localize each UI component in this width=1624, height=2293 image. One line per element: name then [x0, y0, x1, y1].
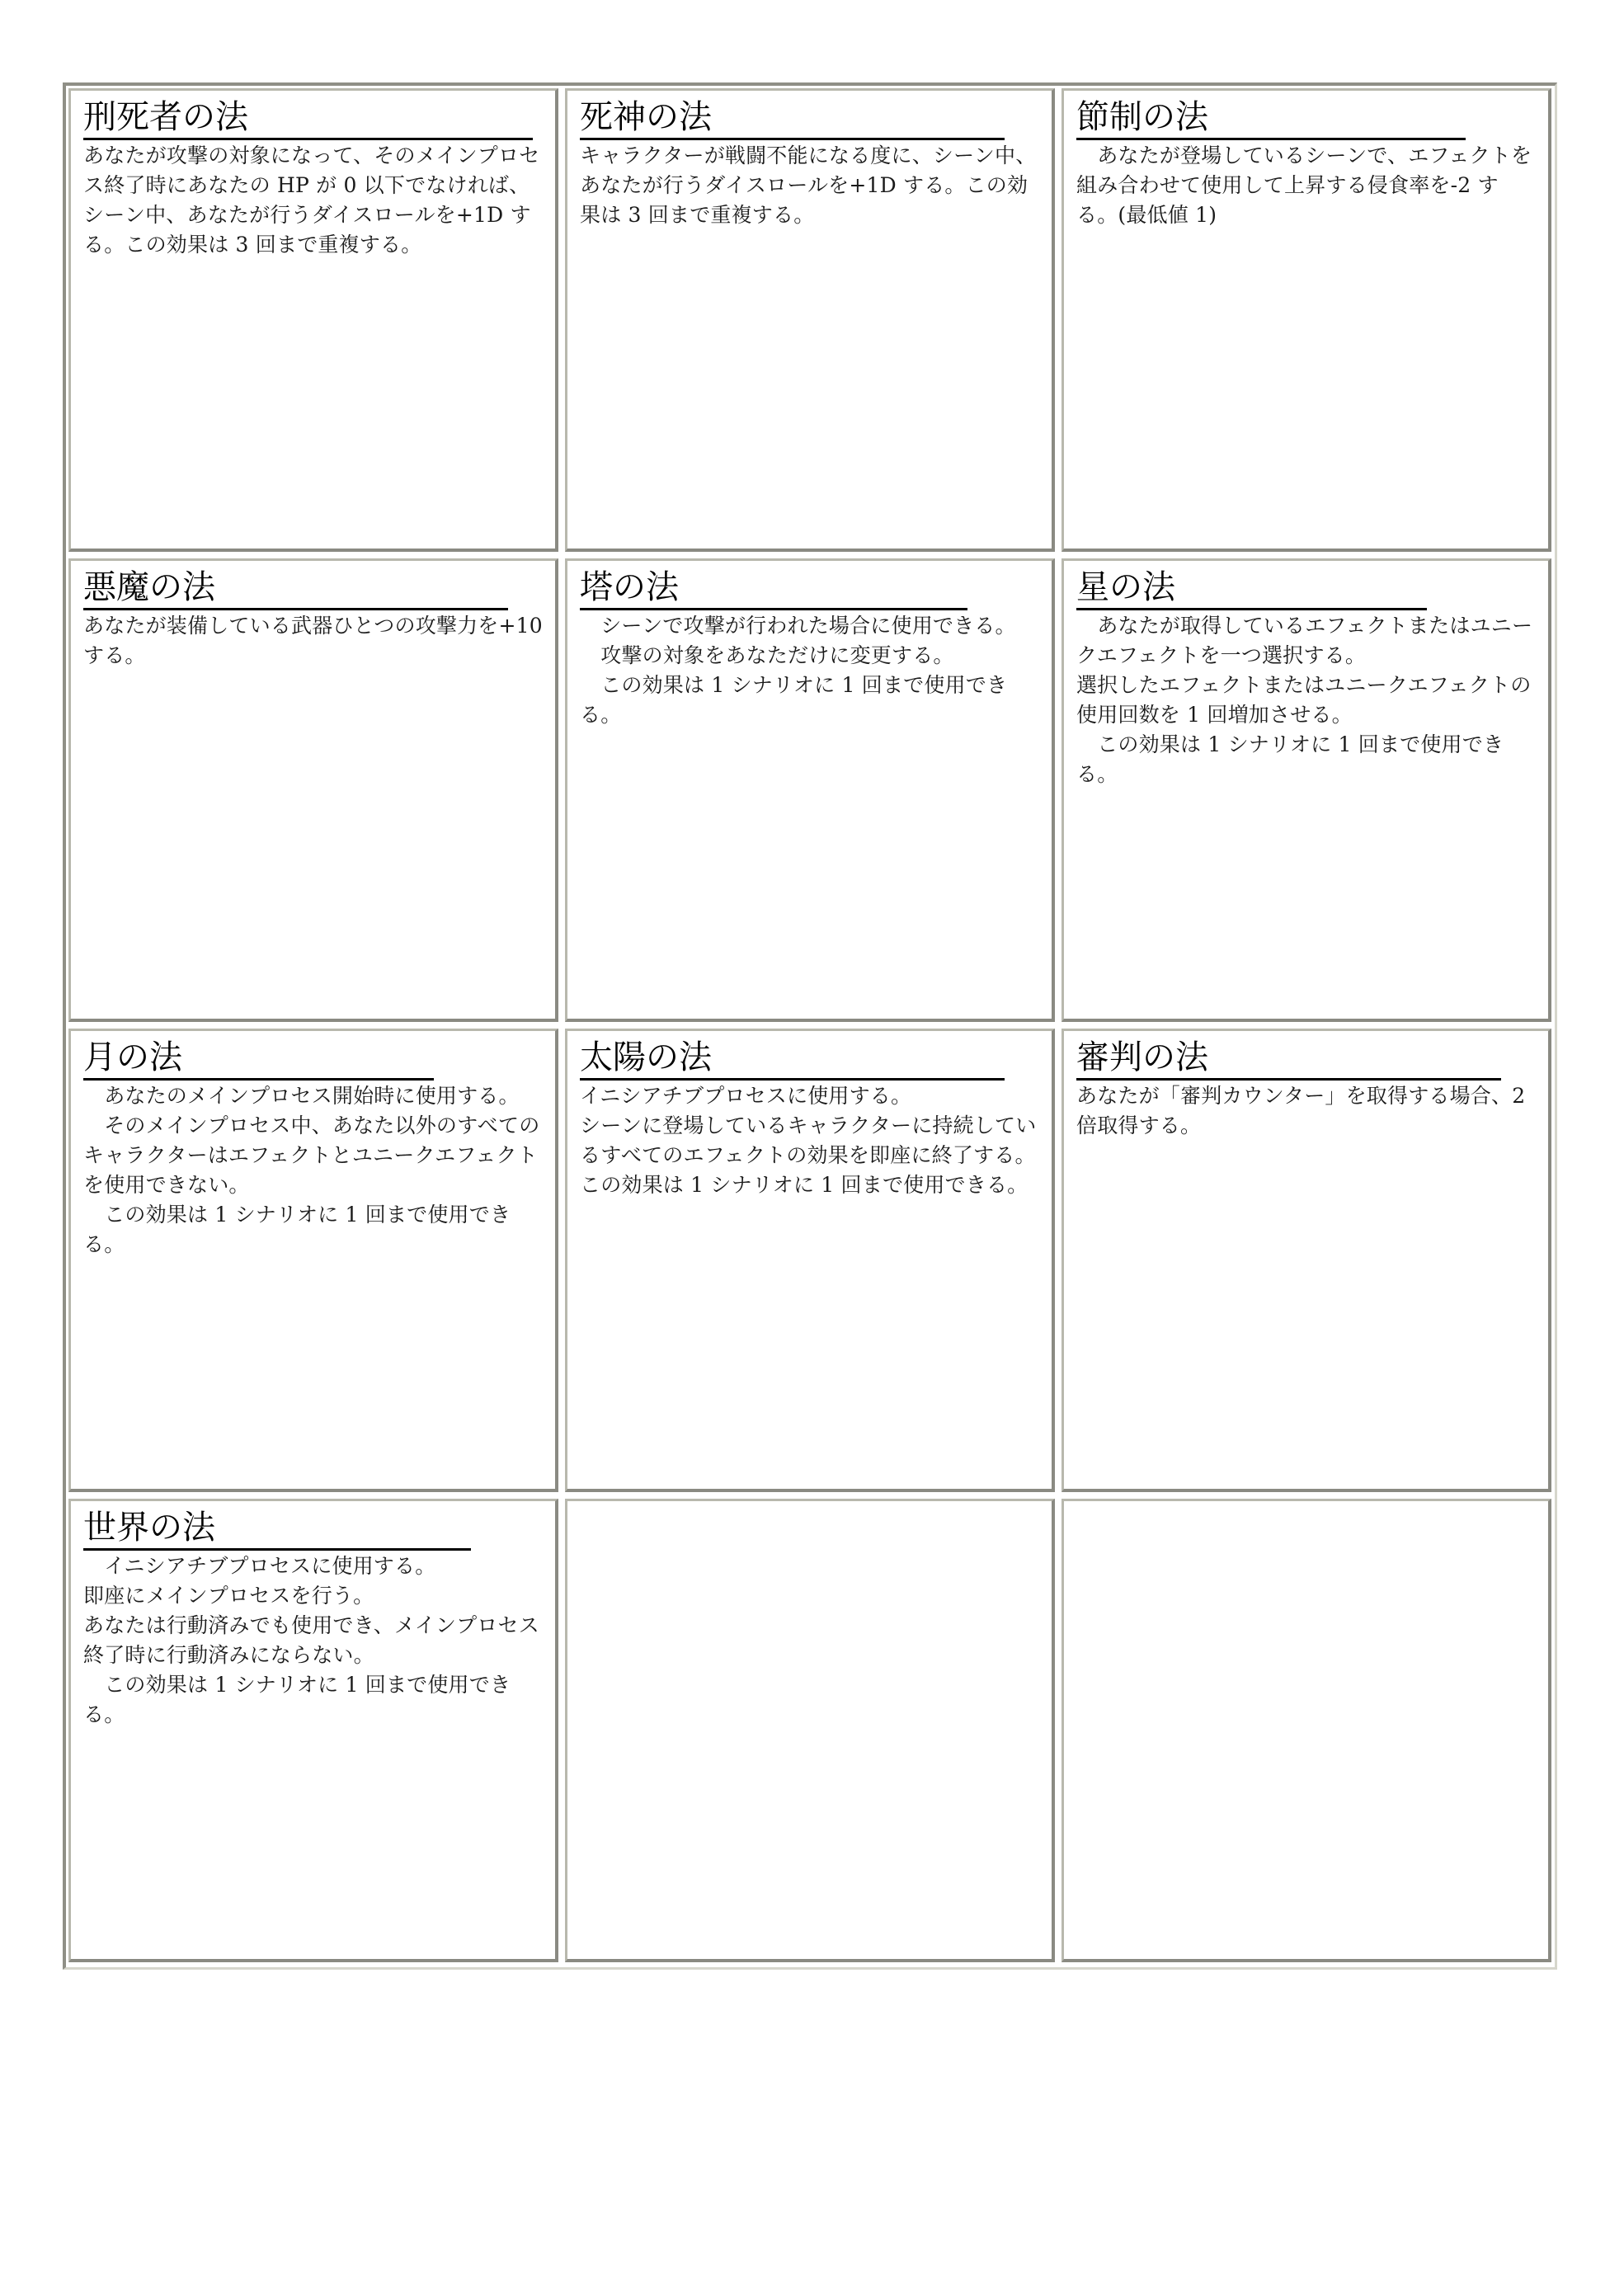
- card-tou: [565, 558, 1055, 1022]
- card-body: [83, 1551, 544, 1730]
- card-body: [580, 611, 1040, 730]
- card-title: 塔の法: [580, 567, 967, 610]
- card-body: [83, 1081, 544, 1260]
- card-text-line: この効果は 1 シナリオに 1 回まで使用できる。: [83, 1673, 511, 1726]
- card-text-line: そのメインプロセス中、あなた以外のすべてのキャラクターはエフェクトとユニークエフェクトを使用できない。: [83, 1114, 540, 1197]
- card-sekai: [68, 1499, 558, 1962]
- card-title: 刑死者の法: [83, 97, 533, 140]
- card-text-line: この効果は 1 シナリオに 1 回まで使用できる。: [580, 673, 1008, 727]
- card-hoshi: [1061, 558, 1551, 1022]
- card-text-line: あなたが取得しているエフェクトまたはユニークエフェクトを一つ選択する。: [1076, 614, 1533, 667]
- card-text-line: 即座にメインプロセスを行う。: [83, 1584, 374, 1608]
- card-text-line: シーンに登場しているキャラクターに持続しているすべてのエフェクトの効果を即座に終了する。: [580, 1114, 1037, 1167]
- card-grid: [68, 88, 1555, 1967]
- card-body: [83, 141, 544, 260]
- card-text-line: この効果は 1 シナリオに 1 回まで使用できる。: [580, 1173, 1029, 1197]
- card-text-line: あなたのメインプロセス開始時に使用する。: [83, 1084, 520, 1108]
- card-text-line: あなたは行動済みでも使用でき、メインプロセス終了時に行動済みにならない。: [83, 1613, 539, 1667]
- card-taiyou: [565, 1029, 1055, 1492]
- empty-card-slot: [565, 1499, 1055, 1962]
- card-body: [1076, 1081, 1537, 1141]
- card-keishisha: [68, 88, 558, 552]
- card-text-line: イニシアチブプロセスに使用する。: [83, 1554, 436, 1578]
- card-shinpan: [1061, 1029, 1551, 1492]
- card-sessei: [1061, 88, 1551, 552]
- card-title: 死神の法: [580, 97, 1005, 140]
- card-akuma: [68, 558, 558, 1022]
- card-text-line: あなたが「審判カウンター」を取得する場合、2 倍取得する。: [1076, 1084, 1526, 1137]
- card-title: 審判の法: [1076, 1038, 1501, 1081]
- card-text-line: 選択したエフェクトまたはユニークエフェクトの使用回数を 1 回増加させる。: [1076, 673, 1532, 727]
- card-text-line: イニシアチブプロセスに使用する。: [580, 1084, 912, 1108]
- card-text-line: シーンで攻撃が行われた場合に使用できる。: [580, 614, 1016, 638]
- card-sheet-table: [63, 82, 1557, 1970]
- card-body: [83, 611, 544, 671]
- card-title: 世界の法: [83, 1508, 471, 1551]
- card-text-line: あなたが攻撃の対象になって、そのメインプロセス終了時にあなたの HP が 0 以下でなければ、シーン中、あなたが行うダイスロールを+1D する。この効果は 3 回まで重複する。: [83, 144, 540, 257]
- card-body: [580, 1081, 1040, 1200]
- card-text-line: あなたが装備している武器ひとつの攻撃力を+10 する。: [83, 614, 543, 667]
- card-title: 月の法: [83, 1038, 434, 1081]
- card-tsuki: [68, 1029, 558, 1492]
- card-body: [580, 141, 1040, 230]
- card-shinigami: [565, 88, 1055, 552]
- empty-card-slot: [1061, 1499, 1551, 1962]
- card-text-line: この効果は 1 シナリオに 1 回まで使用できる。: [83, 1203, 511, 1256]
- card-text-line: あなたが登場しているシーンで、エフェクトを組み合わせて使用して上昇する侵食率を-2 する。(最低値 1): [1076, 144, 1532, 227]
- card-title: 節制の法: [1076, 97, 1466, 140]
- card-title: 星の法: [1076, 567, 1427, 610]
- card-text-line: キャラクターが戦闘不能になる度に、シーン中、あなたが行うダイスロールを+1D する。この効果は 3 回まで重複する。: [580, 144, 1037, 227]
- card-text-line: 攻撃の対象をあなただけに変更する。: [580, 643, 954, 667]
- card-title: 太陽の法: [580, 1038, 1005, 1081]
- card-body: [1076, 141, 1537, 230]
- card-body: [1076, 611, 1537, 789]
- card-text-line: この効果は 1 シナリオに 1 回まで使用できる。: [1076, 732, 1504, 786]
- card-title: 悪魔の法: [83, 567, 508, 610]
